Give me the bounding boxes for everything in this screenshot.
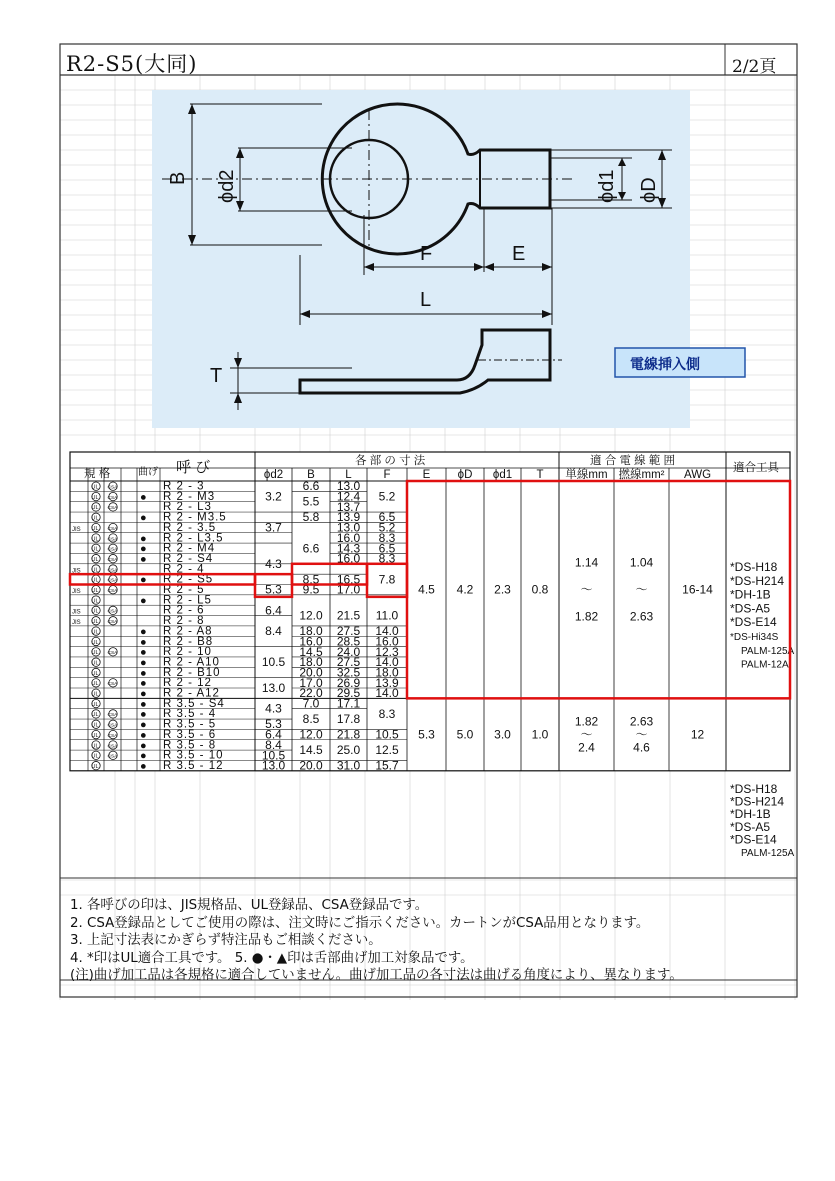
cell-strand: 〜 [635,727,648,742]
cell-d2: 13.0 [261,681,286,695]
bend-mark: ● [140,574,147,587]
bend-mark: ● [140,760,147,773]
ul-mark: UL [91,753,99,760]
cell-awg: 16-14 [682,582,713,597]
cell-d2: 8.4 [265,737,282,752]
ul-mark: UL [91,660,99,667]
row-name: R 2 - S4 [163,552,214,565]
cell-B: 14.5 [299,644,323,659]
ul-mark: UL [91,701,99,708]
bend-mark: ● [140,553,147,566]
cell-D: 5.0 [456,727,474,742]
cell-F: 8.3 [378,530,396,545]
bend-mark: ● [140,739,147,752]
cell-E: 5.3 [418,727,435,742]
cell-F: 7.8 [378,572,396,587]
row-name: R 2 - 8 [163,615,205,628]
cell-F: 13.9 [375,675,399,690]
label-D: ϕD [638,177,660,203]
cell-solid: 〜 [580,727,593,742]
row-name: R 3.5 - 10 [163,749,224,762]
ul-mark: UL [91,722,99,729]
cell-d1: 2.3 [494,582,511,597]
cell-B: 14.5 [299,743,323,758]
cell-solid: 1.82 [574,609,599,624]
cell-L: 27.5 [336,624,361,639]
ul-mark: UL [91,494,99,501]
row-name: R 2 - L5 [163,594,212,607]
ul-mark: UL [91,598,99,605]
ul-mark: UL [91,681,99,688]
jis-mark: JIS [72,526,81,533]
page-title: R2-S5(大同) [66,52,198,76]
bend-mark: ● [140,625,147,638]
cell-L: 16.5 [336,572,361,587]
ul-mark: UL [91,567,99,574]
cell-E: 4.5 [418,582,435,597]
bend-mark: ● [140,646,147,659]
label-d2: ϕd2 [216,169,238,203]
row-name: R 2 - L3 [163,501,212,514]
cell-B: 9.5 [302,582,320,597]
cell-F: 16.0 [375,634,399,649]
cell-L: 17.1 [336,696,361,711]
wire-side-badge-label: 電線挿入側 [630,356,700,372]
cell-B: 12.0 [299,608,323,623]
cell-F: 8.3 [378,551,396,566]
bend-mark: ● [140,698,147,711]
csa-mark: CSA [107,733,118,739]
cell-L: 21.8 [336,727,361,742]
header-col-5: ϕD [457,469,473,481]
cell-L: 31.0 [336,758,361,773]
cell-F: 5.2 [378,520,396,535]
cell-L: 32.5 [336,665,361,680]
header-wire: 適 合 電 線 範 囲 [590,455,675,467]
cell-F: 10.5 [375,727,399,742]
row-name: R 2 - M3 [163,490,216,503]
label-F: F [420,243,433,265]
cell-strand: 〜 [635,582,648,597]
bend-mark: ● [140,729,147,742]
cell-F: 6.5 [378,541,396,556]
bend-mark: ● [140,708,147,721]
bend-mark: ● [140,719,147,732]
cell-L: 24.0 [336,644,361,659]
cell-F: 8.3 [378,706,396,721]
header-col-7: T [536,469,544,481]
ul-mark: UL [91,525,99,532]
cell-F: 12.5 [375,743,399,758]
cell-B: 22.0 [299,686,323,701]
jis-mark: JIS [72,568,81,575]
tool-item: PALM-12A [741,659,789,671]
csa-mark: CSA [107,754,118,760]
cell-B: 7.0 [302,696,320,711]
cell-L: 21.5 [336,608,361,623]
cell-d2: 3.2 [265,489,282,504]
ul-mark: UL [91,536,99,543]
cell-strand: 2.63 [629,609,654,624]
tool-item: *DS-H18 [730,782,778,796]
row-name: R 2 - B8 [163,635,214,648]
header-col-2: L [345,469,352,481]
row-name: R 2 - L3.5 [163,532,224,545]
ul-mark: UL [91,577,99,584]
row-name: R 2 - 6 [163,604,205,617]
tool-item: *DS-A5 [730,819,771,834]
row-name: R 3.5 - 12 [163,759,224,772]
cell-L: 13.7 [336,499,361,514]
cell-d2: 13.0 [261,758,286,773]
bend-mark: ● [140,594,147,607]
cell-B: 16.0 [299,634,323,649]
cell-d2: 5.3 [265,582,282,597]
header-kikaku: 規 格 [84,468,111,480]
tool-item: *DS-A5 [730,601,771,616]
row-name: R 3.5 - 4 [163,708,217,721]
cell-L: 29.5 [336,686,361,701]
row-name: R 2 - 3 [163,480,205,493]
cell-B: 5.8 [302,510,320,525]
ul-mark: UL [91,629,99,636]
cell-B: 17.0 [299,675,323,690]
cell-d2: 8.4 [265,624,282,639]
cell-B: 12.0 [299,727,323,742]
bend-mark: ● [140,688,147,700]
csa-mark: CSA [107,713,118,719]
row-name: R 3.5 - 5 [163,718,217,731]
tool-item: *DS-Hi34S [730,632,779,643]
ul-mark: UL [91,619,99,626]
row-name: R 3.5 - 6 [163,728,217,741]
bend-mark: ● [140,532,147,545]
label-E: E [512,243,526,265]
header-col-0: ϕd2 [263,469,284,481]
page-number: 2/2頁 [732,57,777,77]
label-L: L [420,289,432,311]
row-name: R 2 - A12 [163,687,220,700]
cell-L: 13.0 [336,479,361,494]
cell-L: 17.0 [336,582,361,597]
csa-mark: CSA [107,506,118,512]
cell-d2: 4.3 [265,701,282,716]
ul-mark: UL [91,712,99,719]
header-col-10: AWG [683,469,712,481]
csa-mark: CSA [107,651,118,657]
tool-item: PALM-125A [741,645,795,657]
note-3: 3. 上記寸法表にかぎらず特注品もご相談ください。 [70,933,382,948]
csa-mark: CSA [107,526,118,532]
bend-mark: ● [140,636,147,649]
ul-mark: UL [91,743,99,750]
cell-B: 20.0 [299,758,323,773]
cell-d2: 10.5 [261,655,286,670]
cell-F: 18.0 [375,665,399,680]
csa-mark: CSA [107,723,118,729]
cell-L: 14.3 [336,541,361,556]
cell-F: 12.3 [375,644,399,659]
tool-item: *DS-H18 [730,560,778,574]
cell-B: 6.6 [302,541,320,556]
cell-F: 11.0 [375,608,399,623]
cell-L: 26.9 [336,675,361,690]
header-col-8: 単線mm [565,469,608,481]
row-name: R 2 - 4 [163,563,205,576]
cell-L: 12.4 [336,489,361,504]
csa-mark: CSA [107,547,118,553]
cell-L: 16.0 [336,551,361,566]
row-name: R 2 - 3.5 [163,521,217,534]
tool-item: *DH-1B [730,807,771,822]
ul-mark: UL [91,650,99,657]
cell-d1: 3.0 [494,727,511,742]
cell-strand: 4.6 [633,740,650,755]
tool-item: PALM-125A [741,848,795,859]
header-col-4: E [422,469,431,481]
cell-L: 27.5 [336,655,361,670]
cell-solid: 〜 [580,582,593,597]
row-name: R 2 - A10 [163,656,220,669]
bend-mark: ● [140,512,147,525]
ul-mark: UL [91,691,99,698]
cell-F: 14.0 [375,686,399,701]
label-B: B [167,171,189,185]
row-name: R 2 - 12 [163,677,212,690]
tool-item: *DS-E14 [730,832,777,847]
cell-L: 13.9 [336,510,361,525]
ul-mark: UL [91,556,99,563]
row-name: R 2 - B10 [163,666,221,679]
cell-B: 20.0 [299,665,323,680]
ul-mark: UL [91,505,99,512]
cell-d2: 5.3 [265,717,282,732]
note-1: 1. 各呼びの印は、JIS規格品、UL登録品、CSA登録品です。 [70,898,429,913]
bend-mark: ● [140,543,147,556]
cell-L: 13.0 [336,520,361,535]
header-col-3: F [383,469,391,481]
cell-B: 18.0 [299,624,323,639]
cell-L: 16.0 [336,530,361,545]
csa-mark: CSA [107,682,118,688]
bend-mark: ● [140,750,147,763]
cell-F: 6.5 [378,510,396,525]
cell-D: 4.2 [456,582,474,597]
ul-mark: UL [91,515,99,522]
header-dims: 各 部 の 寸 法 [355,455,426,467]
ul-mark: UL [91,588,99,594]
csa-mark: CSA [107,537,118,543]
cell-L: 28.5 [336,634,361,649]
header-tool: 適合工具 [733,462,779,474]
label-T: T [210,365,223,387]
ul-mark: UL [91,639,99,646]
cell-B: 18.0 [299,655,323,670]
csa-mark: CSA [107,589,118,594]
header-col-9: 撚線mm² [618,469,665,481]
csa-mark: CSA [107,609,118,615]
footnotes [70,897,800,985]
csa-mark: CSA [107,568,118,574]
csa-mark: CSA [107,495,118,501]
bend-mark: ● [140,667,147,680]
ul-mark: UL [91,670,99,677]
jis-mark: JIS [72,620,81,627]
cell-L: 17.8 [336,712,361,727]
bend-mark: ● [140,677,147,690]
cell-d2: 4.3 [265,556,282,571]
row-name: R 3.5 - 8 [163,739,217,752]
cell-strand: 1.04 [629,555,654,570]
row-name: R 2 - M3.5 [163,511,227,524]
jis-mark: JIS [72,589,81,595]
cell-solid: 1.14 [574,555,599,570]
cell-B: 8.5 [302,572,320,587]
note-4: 4. *印はUL適合工具です。 5. ●・▲印は舌部曲げ加工対象品です。 [70,950,474,966]
cell-B: 6.6 [302,479,320,494]
cell-d2: 6.4 [265,727,282,742]
cell-awg: 12 [690,727,705,742]
header-yobi: 呼 び [176,459,211,476]
jis-mark: JIS [72,609,81,616]
note-5: (注)曲げ加工品は各規格に適合していません。曲げ加工品の各寸法は曲げる角度により、異なります。 [70,968,683,983]
cell-B: 8.5 [302,712,320,727]
bend-mark: ● [140,656,147,669]
bend-mark: ● [140,491,147,504]
cell-F: 5.2 [378,489,396,504]
csa-mark: CSA [107,620,118,626]
csa-mark: CSA [107,578,118,584]
ul-mark: UL [91,732,99,739]
cell-F: 14.0 [375,624,399,639]
cell-strand: 2.63 [629,714,654,729]
row-name: R 3.5 - S4 [163,697,225,710]
tool-item: *DS-H214 [730,794,785,809]
csa-mark: CSA [107,744,118,750]
row-name: R 2 - A8 [163,625,213,638]
row-name: R 2 - 5 [163,584,205,596]
ul-mark: UL [91,484,99,491]
cell-F: 15.7 [375,758,399,773]
cell-F: 14.0 [375,655,399,670]
cell-L: 25.0 [336,743,361,758]
ul-mark: UL [91,546,99,553]
cell-d2: 10.5 [261,748,286,763]
cell-B: 5.5 [302,494,320,509]
header-col-6: ϕd1 [492,469,513,481]
cell-T: 1.0 [531,727,549,742]
cell-d2: 6.4 [265,603,282,618]
row-name: R 2 - 10 [163,646,212,659]
tool-item: *DS-H214 [730,573,785,588]
header-mage: 曲げ [138,467,158,478]
cell-T: 0.8 [531,582,549,597]
label-d1: ϕd1 [596,169,618,203]
row-name: R 2 - M4 [163,542,216,555]
note-2: 2. CSA登録品としてご使用の際は、注文時にご指示ください。カートンがCSA品用となります。 [70,915,650,931]
tool-item: *DS-E14 [730,615,777,630]
ul-mark: UL [91,763,99,770]
tool-item: *DH-1B [730,587,771,602]
ul-mark: UL [91,608,99,615]
csa-mark: CSA [107,485,118,491]
csa-mark: CSA [107,557,118,563]
cell-d2: 3.7 [265,520,282,535]
cell-solid: 1.82 [574,714,599,729]
row-name: R 2 - S5 [163,573,214,586]
cell-solid: 2.4 [578,740,595,755]
header-col-1: B [307,469,315,481]
